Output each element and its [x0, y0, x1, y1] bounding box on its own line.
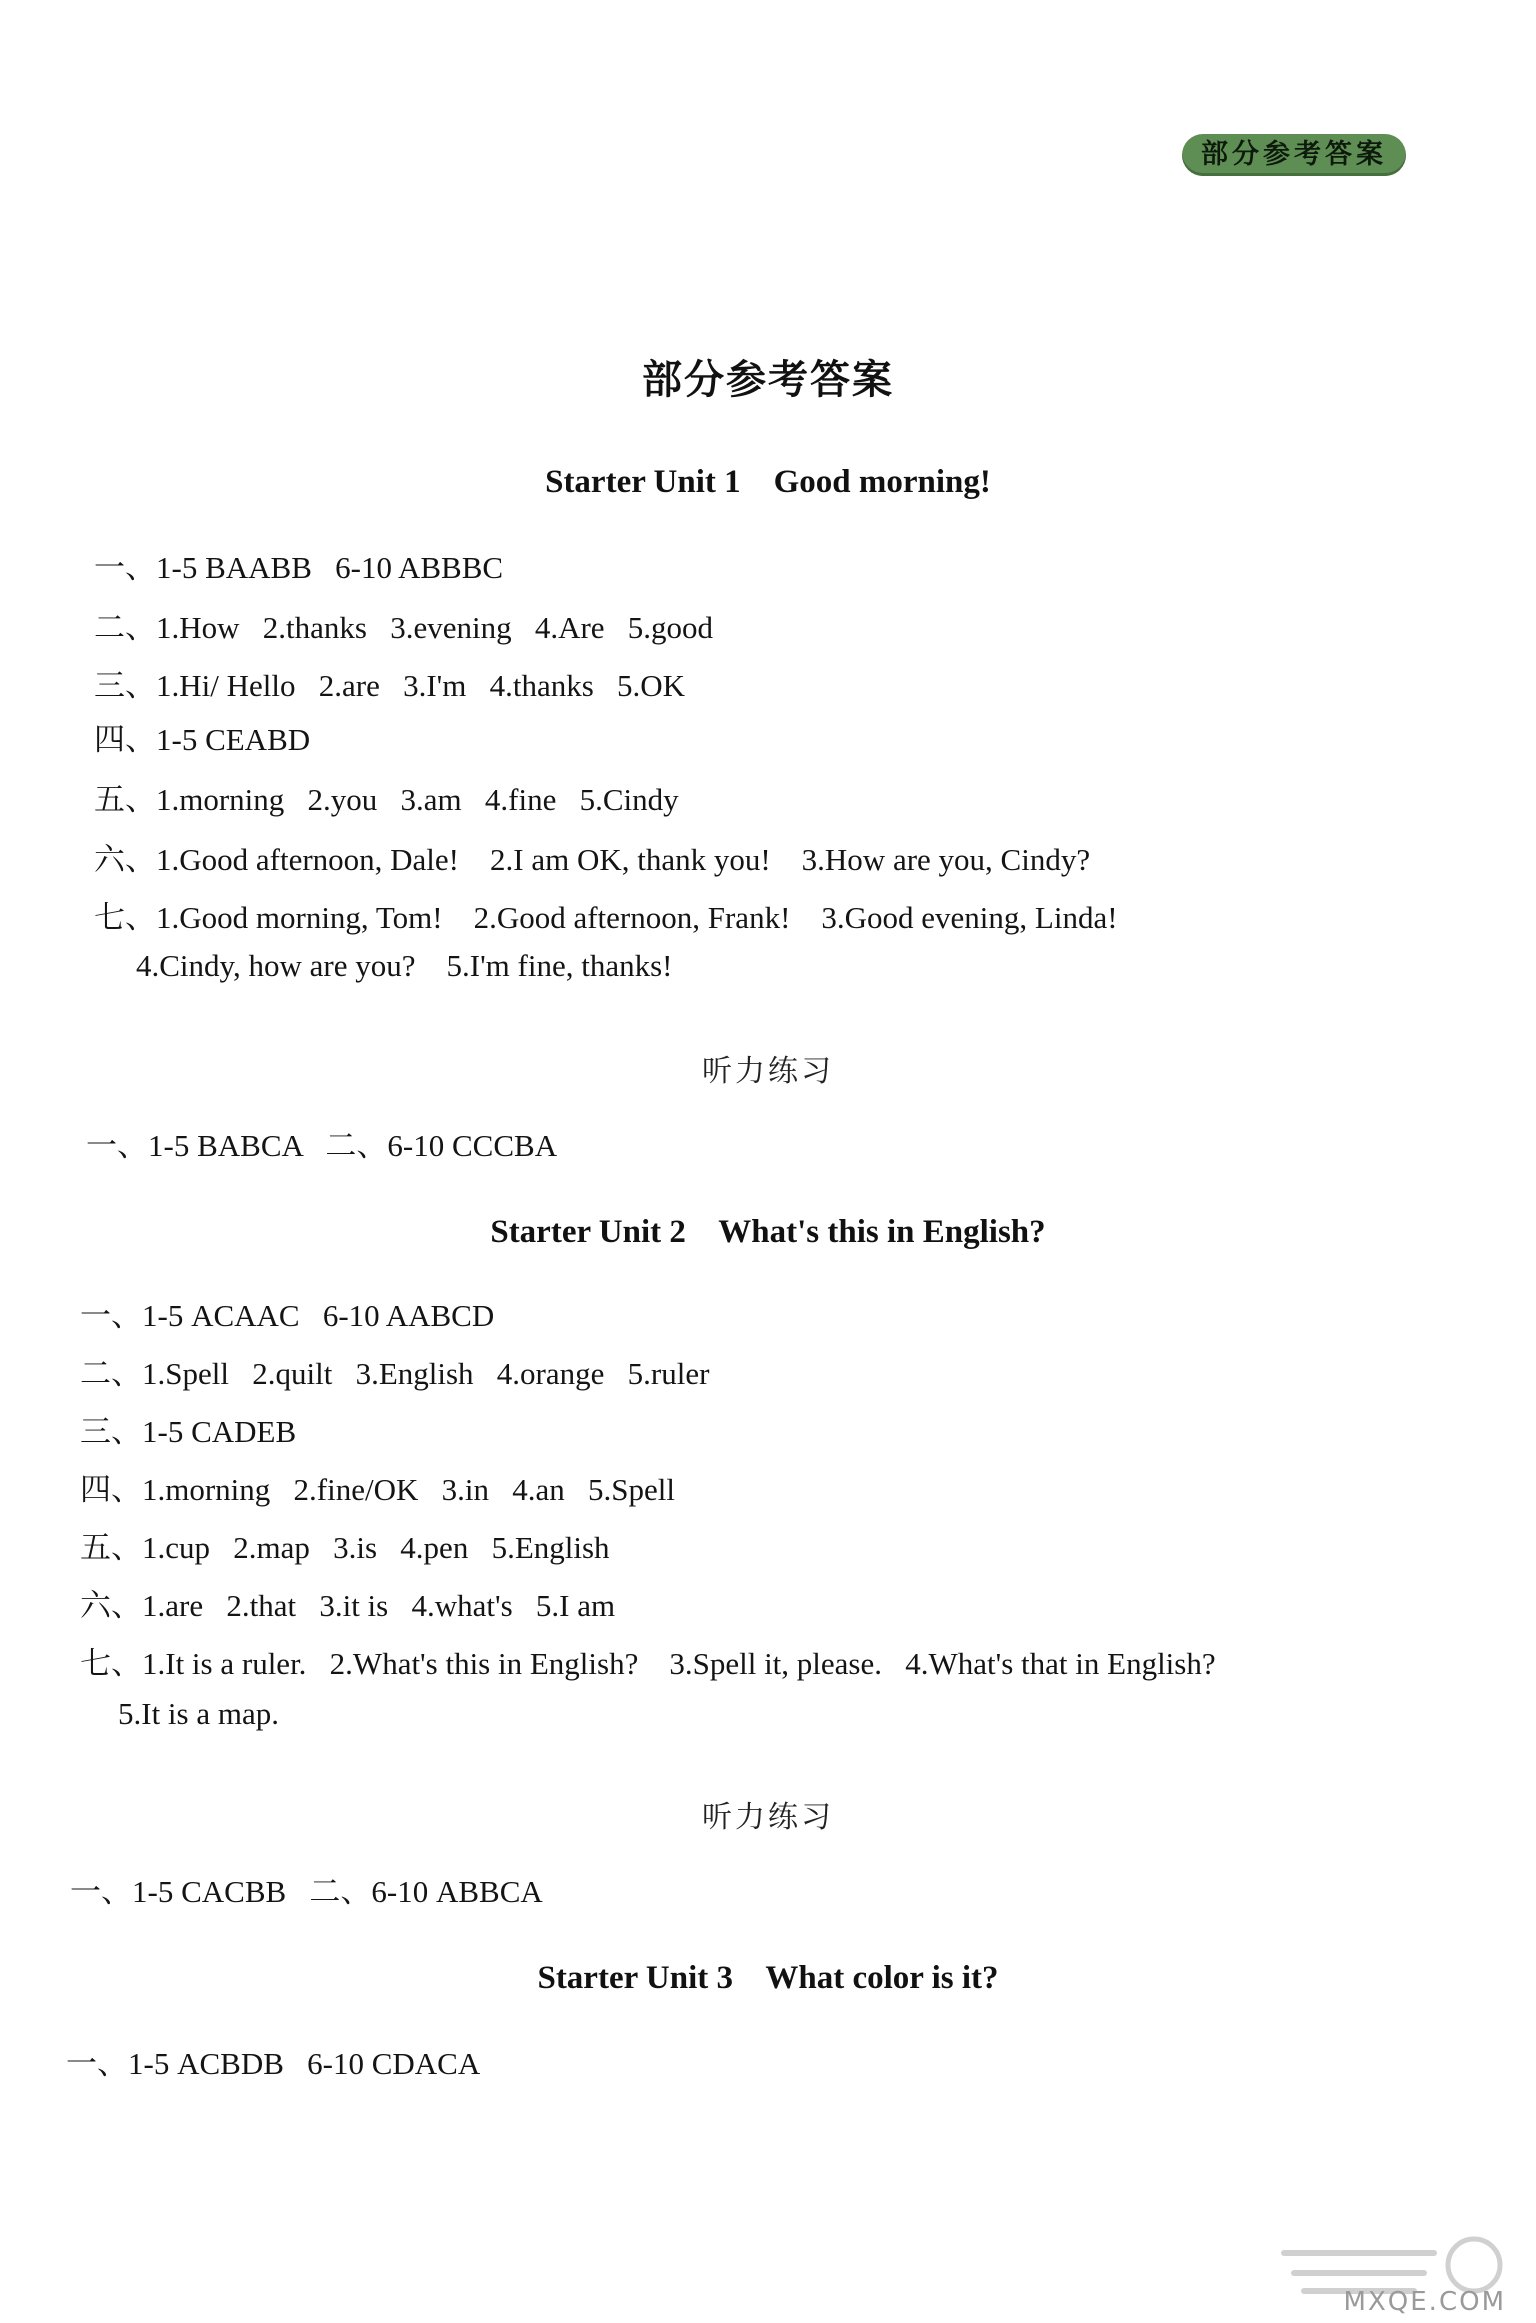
unit-1-line-6: 六、1.Good afternoon, Dale! 2.I am OK, thank you! 3.How are you, Cindy?: [94, 842, 1091, 877]
header-badge: 部分参考答案: [1182, 134, 1406, 176]
page-title: 部分参考答案: [642, 357, 894, 403]
unit-1-line-8: 4.Cindy, how are you? 5.I'm fine, thanks!: [136, 948, 673, 983]
unit-2-line-4: 四、1.morning 2.fine/OK 3.in 4.an 5.Spell: [80, 1472, 675, 1507]
unit-2-line-6: 六、1.are 2.that 3.it is 4.what's 5.I am: [80, 1588, 616, 1623]
watermark-text: MXQE.COM: [1343, 2287, 1506, 2317]
unit-3-line-1: 一、1-5 ACBDB 6-10 CDACA: [66, 2046, 481, 2081]
unit-1-title: Starter Unit 1 Good morning!: [545, 464, 991, 500]
unit-2-line-8: 5.It is a map.: [118, 1696, 279, 1731]
unit-1-line-1: 一、1-5 BAABB 6-10 ABBBC: [94, 550, 504, 585]
unit-1-listening-line: 一、1-5 BABCA 二、6-10 CCCBA: [86, 1128, 558, 1163]
unit-2-line-2: 二、1.Spell 2.quilt 3.English 4.orange 5.ruler: [80, 1356, 710, 1391]
unit-1-line-3: 三、1.Hi/ Hello 2.are 3.I'm 4.thanks 5.OK: [94, 668, 686, 703]
unit-2-line-3: 三、1-5 CADEB: [80, 1414, 297, 1449]
unit-1-line-4: 四、1-5 CEABD: [94, 722, 311, 757]
unit-2-line-1: 一、1-5 ACAAC 6-10 AABCD: [80, 1298, 495, 1333]
unit-1-line-2: 二、1.How 2.thanks 3.evening 4.Are 5.good: [94, 610, 714, 645]
unit-2-line-5: 五、1.cup 2.map 3.is 4.pen 5.English: [80, 1530, 610, 1565]
unit-1-line-7: 七、1.Good morning, Tom! 2.Good afternoon, Frank! 3.Good evening, Linda!: [94, 900, 1118, 935]
unit-2-listening-title: 听力练习: [702, 1800, 834, 1835]
unit-2-listening-line: 一、1-5 CACBB 二、6-10 ABBCA: [70, 1874, 543, 1909]
unit-1-line-5: 五、1.morning 2.you 3.am 4.fine 5.Cindy: [94, 782, 679, 817]
unit-3-title: Starter Unit 3 What color is it?: [537, 1960, 999, 1996]
unit-2-title: Starter Unit 2 What's this in English?: [490, 1214, 1046, 1250]
unit-1-listening-title: 听力练习: [702, 1054, 834, 1089]
unit-2-line-7: 七、1.It is a ruler. 2.What's this in English? 3.Spell it, please. 4.What's that in English?: [80, 1646, 1216, 1681]
